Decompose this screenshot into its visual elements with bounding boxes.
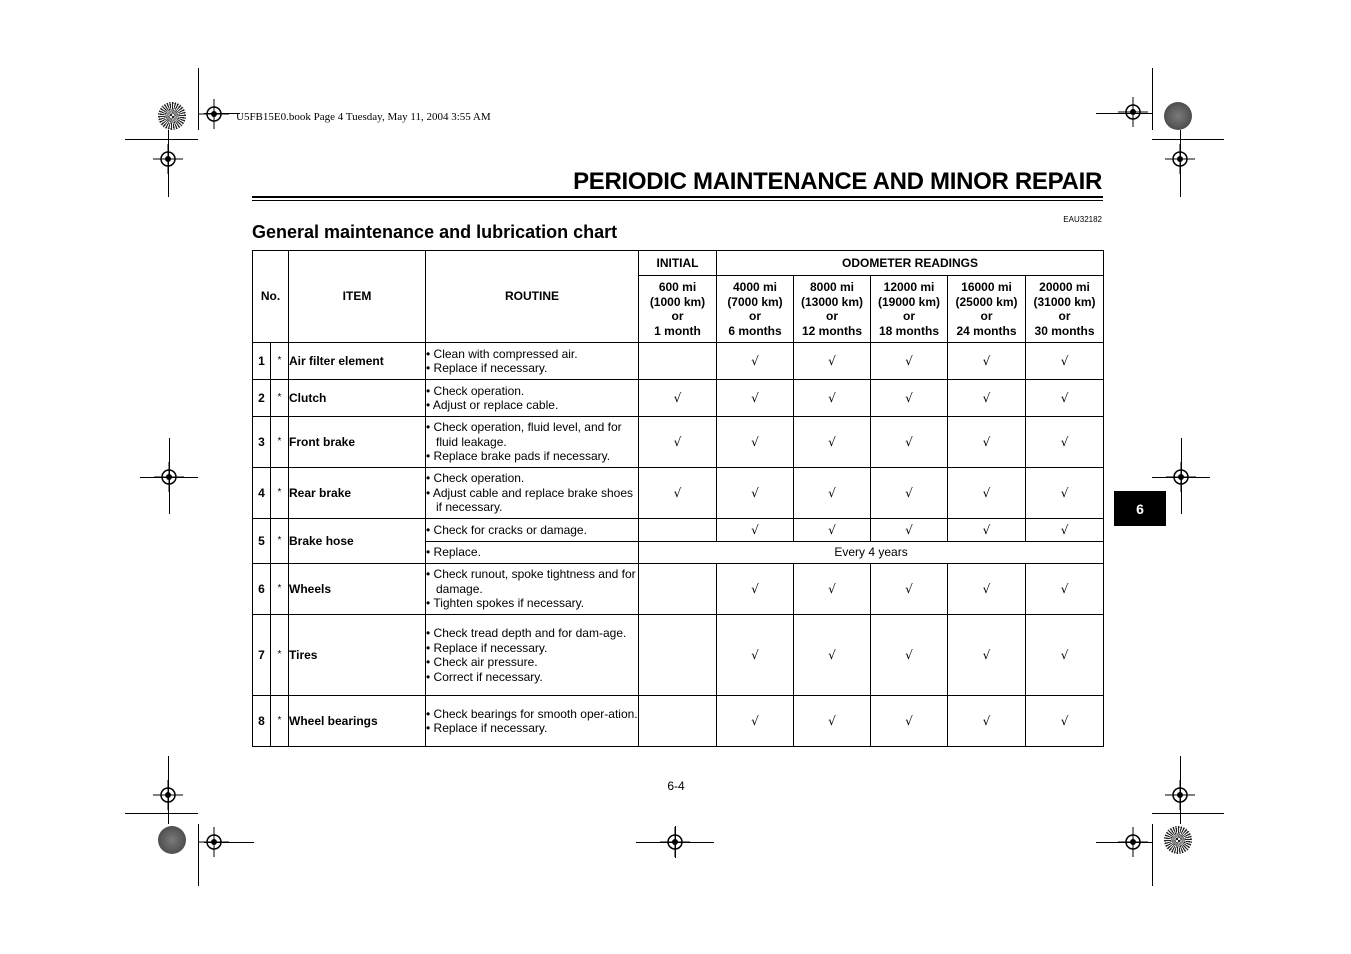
check-mark: √ — [717, 696, 794, 747]
row-number: 5 — [253, 519, 271, 564]
registration-disc-icon — [158, 826, 186, 854]
star-marker: * — [271, 519, 289, 564]
empty-cell — [639, 615, 717, 696]
routine: • Replace. — [426, 542, 639, 564]
item-name: Wheel bearings — [289, 696, 426, 747]
row-number: 3 — [253, 417, 271, 468]
table-row — [253, 343, 1104, 380]
check-mark: √ — [794, 343, 871, 380]
check-mark: √ — [871, 564, 948, 615]
check-mark: √ — [717, 519, 794, 542]
registration-target-icon — [1118, 97, 1148, 127]
table-row — [253, 380, 1104, 417]
registration-target-icon — [1165, 144, 1195, 174]
routine: • Check bearings for smooth oper-ation. • Replace if necessary. — [426, 696, 639, 747]
title-rule — [252, 200, 1103, 201]
check-mark: √ — [639, 380, 717, 417]
check-mark: √ — [948, 417, 1026, 468]
row-number: 1 — [253, 343, 271, 380]
check-mark: √ — [794, 417, 871, 468]
chapter-tab: 6 — [1114, 491, 1166, 526]
empty-cell — [639, 343, 717, 380]
routine: • Check tread depth and for dam-age. • Replace if necessary. • Check air pressure. • Correct if necessary. — [426, 615, 639, 696]
page-title: PERIODIC MAINTENANCE AND MINOR REPAIR — [573, 168, 1102, 195]
every-interval-label: Every 4 years — [639, 542, 1104, 564]
row-number: 8 — [253, 696, 271, 747]
table-row — [253, 696, 1104, 747]
item-name: Rear brake — [289, 468, 426, 519]
item-name: Air filter element — [289, 343, 426, 380]
registration-target-icon — [660, 827, 690, 857]
check-mark: √ — [717, 615, 794, 696]
item-name: Front brake — [289, 417, 426, 468]
check-mark: √ — [794, 696, 871, 747]
empty-cell — [639, 519, 717, 542]
registration-target-icon — [153, 144, 183, 174]
star-marker: * — [271, 417, 289, 468]
routine: • Check runout, spoke tightness and for damage. • Tighten spokes if necessary. — [426, 564, 639, 615]
registration-target-icon — [199, 827, 229, 857]
section-title: General maintenance and lubrication chart — [252, 222, 618, 242]
row-number: 2 — [253, 380, 271, 417]
title-rule — [252, 196, 1103, 198]
check-mark: √ — [948, 519, 1026, 542]
check-mark: √ — [871, 417, 948, 468]
check-mark: √ — [794, 380, 871, 417]
interval-header: 20000 mi (31000 km) or 30 months — [1026, 276, 1104, 343]
registration-target-icon — [154, 462, 184, 492]
check-mark: √ — [871, 696, 948, 747]
empty-cell — [639, 696, 717, 747]
star-marker: * — [271, 564, 289, 615]
header-odometer: ODOMETER READINGS — [717, 251, 1104, 276]
registration-target-icon — [1118, 827, 1148, 857]
row-number: 4 — [253, 468, 271, 519]
item-name: Wheels — [289, 564, 426, 615]
interval-header: 8000 mi (13000 km) or 12 months — [794, 276, 871, 343]
check-mark: √ — [1026, 380, 1104, 417]
check-mark: √ — [794, 615, 871, 696]
check-mark: √ — [871, 380, 948, 417]
maintenance-chart — [252, 250, 1104, 747]
routine: • Check operation. • Adjust or replace cable. — [426, 380, 639, 417]
header-no: No. — [253, 251, 289, 343]
registration-target-icon — [153, 780, 183, 810]
check-mark: √ — [1026, 615, 1104, 696]
interval-header: 12000 mi (19000 km) or 18 months — [871, 276, 948, 343]
check-mark: √ — [717, 380, 794, 417]
check-mark: √ — [794, 468, 871, 519]
routine: • Check operation. • Adjust cable and replace brake shoes if necessary. — [426, 468, 639, 519]
check-mark: √ — [948, 615, 1026, 696]
registration-target-icon — [199, 99, 229, 129]
routine: • Clean with compressed air. • Replace if necessary. — [426, 343, 639, 380]
check-mark: √ — [639, 468, 717, 519]
book-info: U5FB15E0.book Page 4 Tuesday, May 11, 2004 3:55 AM — [236, 111, 491, 123]
check-mark: √ — [1026, 519, 1104, 542]
item-name: Brake hose — [289, 519, 426, 564]
table-row — [253, 519, 1104, 542]
check-mark: √ — [948, 564, 1026, 615]
table-row — [253, 615, 1104, 696]
row-number: 7 — [253, 615, 271, 696]
check-mark: √ — [717, 468, 794, 519]
star-marker: * — [271, 468, 289, 519]
check-mark: √ — [871, 519, 948, 542]
registration-star-icon — [158, 102, 186, 130]
page-number: 6-4 — [667, 779, 685, 793]
check-mark: √ — [871, 343, 948, 380]
check-mark: √ — [717, 564, 794, 615]
star-marker: * — [271, 696, 289, 747]
check-mark: √ — [948, 696, 1026, 747]
check-mark: √ — [948, 343, 1026, 380]
interval-header: 16000 mi (25000 km) or 24 months — [948, 276, 1026, 343]
check-mark: √ — [1026, 564, 1104, 615]
header-initial: INITIAL — [639, 251, 717, 276]
table-row — [253, 468, 1104, 519]
registration-target-icon — [1166, 462, 1196, 492]
check-mark: √ — [1026, 468, 1104, 519]
registration-disc-icon — [1164, 102, 1192, 130]
check-mark: √ — [1026, 343, 1104, 380]
interval-header: 600 mi (1000 km) or 1 month — [639, 276, 717, 343]
star-marker: * — [271, 615, 289, 696]
check-mark: √ — [948, 468, 1026, 519]
check-mark: √ — [717, 417, 794, 468]
routine: • Check operation, fluid level, and for fluid leakage. • Replace brake pads if necessary. — [426, 417, 639, 468]
check-mark: √ — [717, 343, 794, 380]
check-mark: √ — [639, 417, 717, 468]
routine: • Check for cracks or damage. — [426, 519, 639, 542]
star-marker: * — [271, 380, 289, 417]
check-mark: √ — [871, 468, 948, 519]
empty-cell — [639, 564, 717, 615]
check-mark: √ — [794, 519, 871, 542]
header-item: ITEM — [289, 251, 426, 343]
check-mark: √ — [871, 615, 948, 696]
check-mark: √ — [1026, 696, 1104, 747]
check-mark: √ — [948, 380, 1026, 417]
header-routine: ROUTINE — [426, 251, 639, 343]
row-number: 6 — [253, 564, 271, 615]
table-row — [253, 564, 1104, 615]
check-mark: √ — [794, 564, 871, 615]
item-name: Tires — [289, 615, 426, 696]
interval-header: 4000 mi (7000 km) or 6 months — [717, 276, 794, 343]
registration-star-icon — [1164, 826, 1192, 854]
doc-code: EAU32182 — [1063, 215, 1102, 224]
check-mark: √ — [1026, 417, 1104, 468]
star-marker: * — [271, 343, 289, 380]
item-name: Clutch — [289, 380, 426, 417]
table-row — [253, 417, 1104, 468]
registration-target-icon — [1165, 780, 1195, 810]
